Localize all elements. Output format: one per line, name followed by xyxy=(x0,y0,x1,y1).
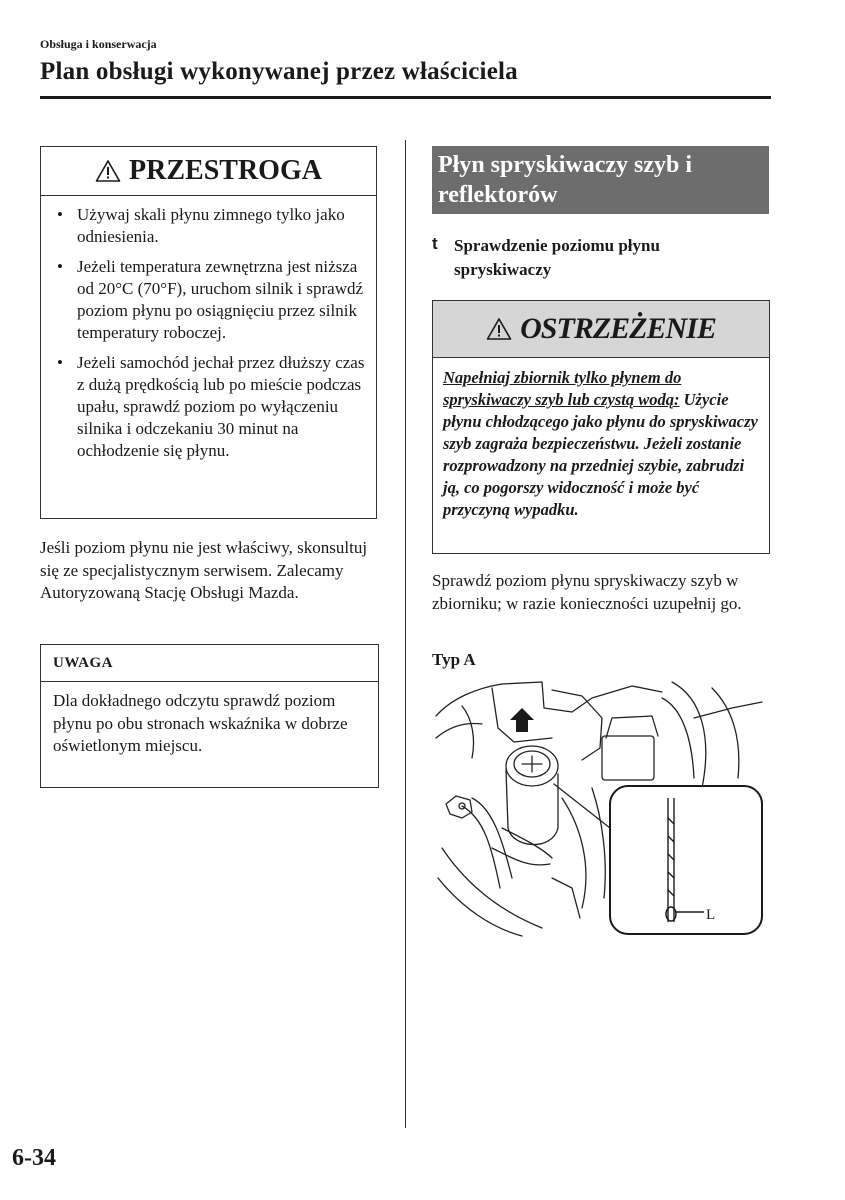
column-divider xyxy=(405,140,406,1128)
title-rule xyxy=(40,96,771,99)
caution-item: • Jeżeli samochód jechał przez dłuższy czas z dużą prędkością lub po mieście podczas upału, sprawdź poziom po wyłączeniu silnika i odczekaniu 30 minut na ochłodzenie się płynu. xyxy=(55,352,366,462)
direction-arrow-icon xyxy=(510,708,534,732)
warning-triangle-icon xyxy=(486,317,512,341)
note-box xyxy=(40,644,379,788)
warning-header xyxy=(433,301,769,358)
check-paragraph: Sprawdź poziom płynu spryskiwaczy szyb w zbiorniku; w razie konieczności uzupełnij go. xyxy=(432,571,742,613)
caution-item: • Jeżeli temperatura zewnętrzna jest niższa od 20°C (70°F), uruchom silnik i sprawdź poziom płynu po osiągnięciu przez silnik temperatury roboczej. xyxy=(55,256,366,344)
warning-triangle-icon xyxy=(95,159,121,183)
washer-reservoir-illustration xyxy=(432,678,772,938)
caution-title: PRZESTROGA xyxy=(129,155,322,186)
caution-list xyxy=(41,196,376,462)
figure-type-label: Typ A xyxy=(432,650,476,669)
check-marker: t xyxy=(432,234,438,253)
warning-text: Użycie płynu chłodzącego jako płynu do spryskiwaczy szyb zagraża bezpieczeństwu. Jeżeli zostanie rozprowadzony na przedniej szybie, zabrudzi ją, co pogorszy widoczność i może być przyczyną wypadku. xyxy=(443,390,758,519)
consult-paragraph: Jeśli poziom płynu nie jest właściwy, skonsultuj się ze specjalistycznym serwisem. Zalecamy Autoryzowaną Stację Obsługi Mazda. xyxy=(40,538,368,602)
note-body: Dla dokładnego odczytu sprawdź poziom płynu po obu stronach wskaźnika w dobrze oświetlonym miejscu. xyxy=(53,691,348,755)
warning-box xyxy=(432,300,770,554)
warning-title: OSTRZEŻENIE xyxy=(520,312,716,345)
level-indicator-callout xyxy=(610,786,762,934)
check-heading: Sprawdzenie poziomu płynu spryskiwaczy xyxy=(454,236,660,279)
page-number: 6-34 xyxy=(12,1145,56,1171)
section-heading: Płyn spryskiwaczy szyb i reflektorów xyxy=(432,146,769,214)
warning-underlined-text: Napełniaj zbiornik tylko płynem do spryskiwaczy szyb lub czystą wodą: xyxy=(443,368,682,409)
section-label: Obsługa i konserwacja xyxy=(40,37,157,51)
caution-item: • Używaj skali płynu zimnego tylko jako odniesienia. xyxy=(55,204,366,248)
warning-body xyxy=(433,358,769,530)
note-title: UWAGA xyxy=(41,645,378,682)
caution-header xyxy=(41,147,376,196)
page-title: Plan obsługi wykonywanej przez właściciela xyxy=(40,58,518,85)
level-low-label: L xyxy=(706,907,716,923)
caution-box xyxy=(40,146,377,519)
